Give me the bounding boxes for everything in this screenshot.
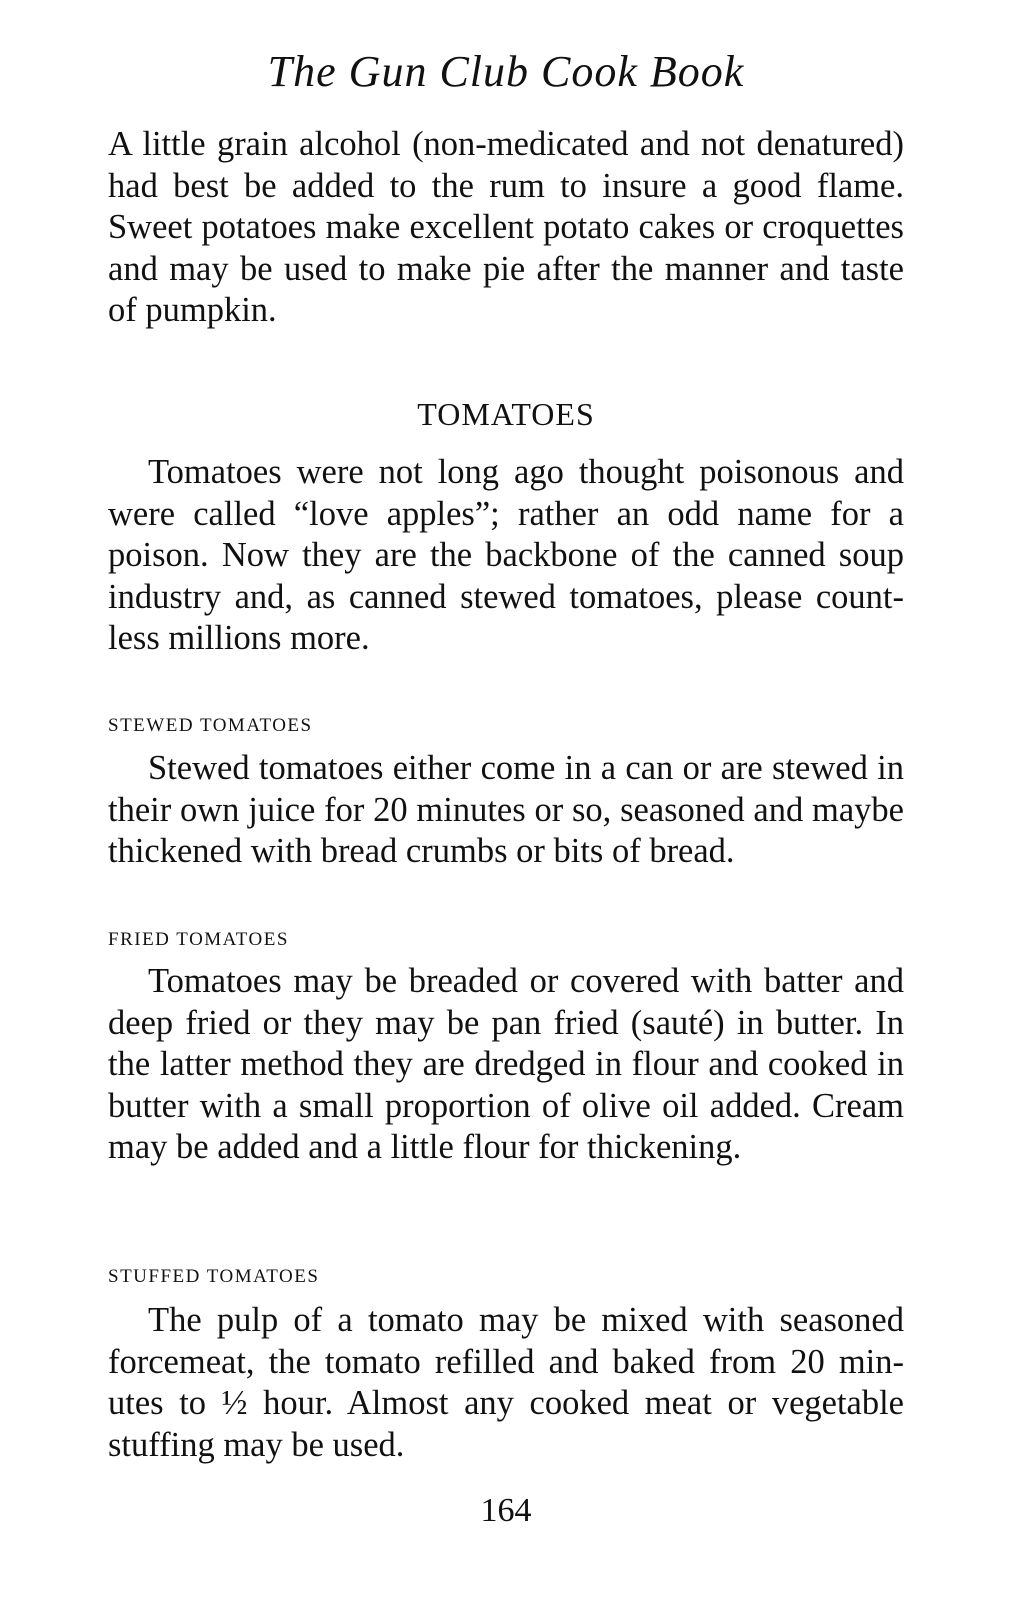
recipe-heading-fried: FRIED TOMATOES: [108, 929, 289, 950]
book-page: [108, 0, 904, 1600]
page-number: 164: [480, 1492, 532, 1529]
recipe-text-stuffed: The pulp of a tomato may be mixed with seasoned forcemeat, the tomato refilled and baked from 20 minutes to ½ hour. Almost any cooked meat or vegetable stuffing may be used.: [108, 1301, 904, 1464]
recipe-heading-stewed: STEWED TOMATOES: [108, 715, 313, 736]
recipe-text-fried: Tomatoes may be breaded or covered with batter and deep fried or they may be pan fried (sauté) in butter. In the latter method they are dredged in flour and cooked in butter with a small proportion of olive oil added. Cream may be added and a little flour for thickening.: [108, 962, 904, 1166]
recipe-text-stewed: Stewed tomatoes either come in a can or are stewed in their own juice for 20 minutes or so, seasoned and maybe thickened with bread crumbs or bits of bread.: [108, 749, 904, 870]
running-head: The Gun Club Cook Book: [267, 47, 745, 96]
intro-paragraph: A little grain alcohol (non-medicated and not denatured) had best be added to the rum to insure a good flame. Sweet potatoes make excellent potato cakes or croquettes and may be used to make pie after the manner and taste of pumpkin.: [108, 125, 904, 329]
section-intro-paragraph: Tomatoes were not long ago thought poisonous and were called “love apples”; rather an odd name for a poison. Now they are the backbone of the canned soup industry and, as canned stewed tomatoes, please countless millions more.: [108, 453, 904, 657]
section-title: TOMATOES: [417, 396, 595, 432]
recipe-heading-stuffed: STUFFED TOMATOES: [108, 1266, 320, 1287]
